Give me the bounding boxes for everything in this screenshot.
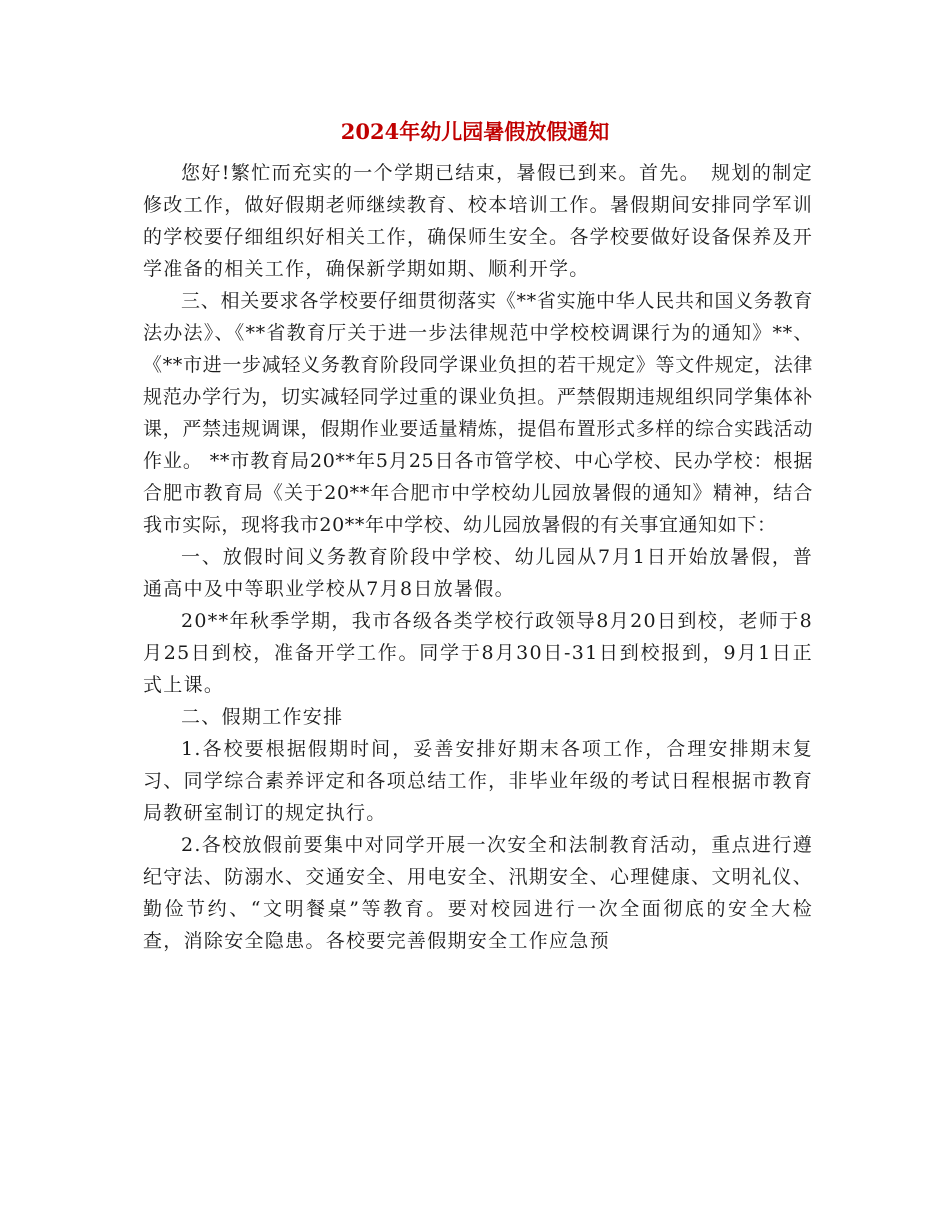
paragraph-intro: 您好!繁忙而充实的一个学期已结束，暑假已到来。首先。 规划的制定修改工作，做好假期老师继续教育、校本培训工作。暑假期间安排同学军训的学校要仔细组织好相关工作，确保师生安全。各学校要做好设备保养及开学准备的相关工作，确保新学期如期、顺利开学。 — [143, 162, 813, 280]
paragraph-item-2: 2.各校放假前要集中对同学开展一次安全和法制教育活动，重点进行遵纪守法、防溺水、交通安全、用电安全、汛期安全、心理健康、文明礼仪、勤俭节约、“文明餐桌”等教育。要对校园进行一次全面彻底的安全大检查，消除安全隐患。各校要完善假期安全工作应急预 — [143, 834, 813, 952]
paragraph-requirements: 三、相关要求各学校要仔细贯彻落实《**省实施中华人民共和国义务教育法办法》、《**省教育厅关于进一步法律规范中学校校调课行为的通知》**、《**市进一步减轻义务教育阶段同学课业负担的若干规定》等文件规定，法律规范办学行为，切实减轻同学过重的课业负担。严禁假期违规组织同学集体补课，严禁违规调课，假期作业要适量精炼，提倡布置形式多样的综合实践活动作业。 **市教育局20**年5月25日各市管学校、中心学校、民办学校：根据合肥市教育局《关于20**年合肥市中学校幼儿园放暑假的通知》精神，结合我市实际，现将我市20**年中学校、幼儿园放暑假的有关事宜通知如下： — [143, 290, 813, 536]
document-body — [143, 157, 813, 957]
section-heading-work-arrangement: 二、假期工作安排 — [181, 706, 344, 728]
paragraph-item-1: 1.各校要根据假期时间，妥善安排好期末各项工作，合理安排期末复习、同学综合素养评定和各项总结工作，非毕业年级的考试日程根据市教育局教研室制订的规定执行。 — [143, 738, 813, 824]
paragraph-holiday-dates: 一、放假时间义务教育阶段中学校、幼儿园从7月1日开始放暑假，普通高中及中等职业学校从7月8日放暑假。 — [143, 546, 813, 600]
paragraph-autumn-term: 20**年秋季学期，我市各级各类学校行政领导8月20日到校，老师于8月25日到校，准备开学工作。同学于8月30日-31日到校报到，9月1日正式上课。 — [143, 610, 813, 696]
document-title: 2024年幼儿园暑假放假通知 — [340, 119, 610, 144]
